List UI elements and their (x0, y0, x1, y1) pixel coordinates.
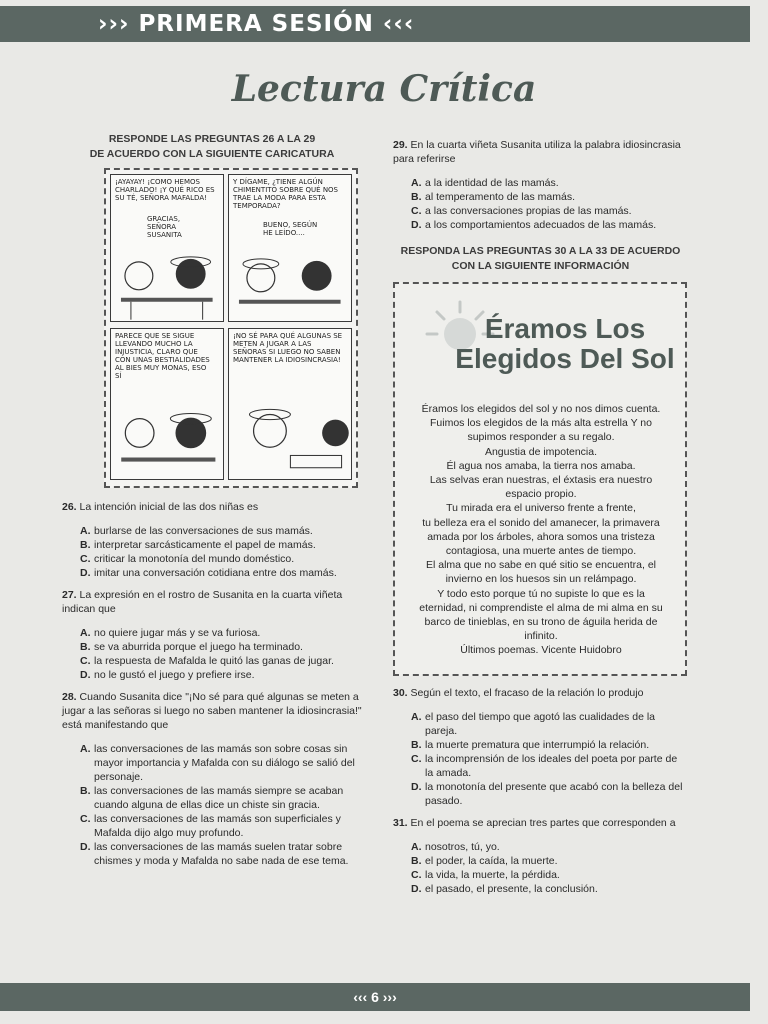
option-letter: C. (80, 655, 91, 667)
comic-drawing (229, 236, 351, 321)
option-c[interactable] (393, 868, 688, 882)
option-text: la incomprensión de los ideales del poeta por parte de la amada. (425, 753, 678, 779)
option-text: imitar una conversación cotidiana entre dos mamás. (94, 567, 337, 579)
page-number: ‹‹‹ 6 ››› (353, 989, 397, 1005)
comic-drawing (229, 392, 352, 479)
poem-line: supimos responder a su regalo. (467, 431, 615, 444)
question-number: 29. (393, 139, 408, 151)
question-28 (62, 690, 362, 868)
question-number: 28. (62, 691, 77, 703)
question-31 (393, 816, 688, 896)
option-text: el paso del tiempo que agotó las cualidades de la pareja. (425, 711, 655, 737)
option-b[interactable] (393, 738, 688, 752)
option-letter: D. (80, 567, 91, 579)
page-title: Lectura Crítica (231, 68, 537, 110)
instructions-line-1: RESPONDE LAS PREGUNTAS 26 A LA 29 (108, 133, 316, 145)
option-text: las conversaciones de las mamás son superficiales y Mafalda dijo algo muy profundo. (94, 813, 341, 839)
poem-line: contagiosa, una muerte antes de tiempo. (445, 545, 637, 558)
question-number: 31. (393, 817, 408, 829)
option-b[interactable] (393, 190, 688, 204)
option-text: interpretar sarcásticamente el papel de mamás. (94, 539, 316, 551)
question-stem: La intención inicial de las dos niñas es (79, 501, 259, 513)
instructions-line-2: DE ACUERDO CON LA SIGUIENTE CARICATURA (89, 148, 335, 160)
poem-line: Angustia de impotencia. (484, 445, 598, 458)
poem-line: Éramos los elegidos del sol y no nos dimos cuenta. (421, 403, 661, 415)
option-text: la vida, la muerte, la pérdida. (425, 869, 560, 881)
option-letter: C. (80, 553, 91, 565)
session-header (0, 6, 750, 42)
option-letter: B. (80, 785, 91, 797)
poem-line: Tu mirada era el universo frente a frente, (446, 502, 636, 515)
comic-panel-1 (110, 174, 224, 322)
question-26 (62, 500, 362, 580)
poem-title-line-2: Elegidos Del Sol (455, 343, 675, 374)
question-stem: En la cuarta viñeta Susanita utiliza la palabra idiosincrasia para referirse (393, 139, 681, 165)
right-column (393, 138, 688, 904)
option-a[interactable] (393, 840, 688, 854)
instructions-line-1: RESPONDA LAS PREGUNTAS 30 A LA 33 DE ACUERDO (400, 245, 681, 257)
comic-instructions (62, 132, 362, 162)
question-number: 26. (62, 501, 77, 513)
poem-line: amada por los árboles, ahora somos una tristeza (427, 530, 655, 543)
option-letter: A. (80, 525, 91, 537)
poem-line: Últimos poemas. Vicente Huidobro (460, 644, 622, 657)
question-27 (62, 588, 362, 682)
option-c[interactable] (393, 752, 688, 780)
speech-bubble: Y DÍGAME, ¿TIENE ALGÚN CHIMENTITO SOBRE QUÉ NOS TRAE LA MODA PARA ESTA TEMPORADA? (233, 178, 339, 210)
poem-line: Y todo esto porque tú no supiste lo que es la (437, 587, 645, 600)
option-text: a los comportamientos adecuados de las mamás. (425, 219, 657, 231)
option-c[interactable] (62, 812, 362, 840)
option-text: no le gustó el juego y prefiere irse. (94, 669, 255, 681)
option-d[interactable] (62, 668, 362, 682)
option-b[interactable] (393, 854, 688, 868)
session-title: ››› PRIMERA SESIÓN ‹‹‹ (98, 11, 415, 37)
comic-drawing (111, 392, 224, 479)
option-c[interactable] (62, 654, 362, 668)
option-letter: C. (411, 753, 422, 765)
option-text: se va aburrida porque el juego ha terminado. (94, 641, 303, 653)
option-b[interactable] (62, 538, 362, 552)
option-letter: D. (411, 219, 422, 231)
option-b[interactable] (62, 640, 362, 654)
option-text: la monotonía del presente que acabó con la belleza del pasado. (425, 781, 683, 807)
option-text: nosotros, tú, yo. (425, 841, 500, 853)
option-d[interactable] (62, 566, 362, 580)
question-stem: Según el texto, el fracaso de la relación lo produjo (410, 687, 644, 699)
poem-title-line-1: Éramos Los (484, 313, 646, 344)
poem-text (401, 402, 681, 658)
poem-title (455, 314, 675, 374)
option-text: el pasado, el presente, la conclusión. (425, 883, 598, 895)
option-letter: D. (411, 883, 422, 895)
poem-line: El alma que no sabe en qué sitio se encuentra, el (426, 559, 656, 572)
poem-line: barco de tinieblas, en su trono de águila herida de (424, 616, 658, 629)
instructions-line-2: CON LA SIGUIENTE INFORMACIÓN (451, 260, 630, 272)
option-letter: D. (80, 669, 91, 681)
poem-line: invierno en los huesos sin un relámpago. (445, 573, 637, 586)
question-30 (393, 686, 688, 808)
option-text: las conversaciones de las mamás suelen tratar sobre chismes y moda y Mafalda no sabe nada de ese tema. (94, 841, 349, 867)
comic-panel-2 (228, 174, 352, 322)
question-stem: Cuando Susanita dice "¡No sé para qué algunas se meten a jugar a las señoras si luego no saben mantener la idiosincrasia!" está manifestando que (62, 691, 362, 731)
option-letter: B. (411, 855, 422, 867)
option-d[interactable] (393, 780, 688, 808)
option-letter: B. (411, 739, 422, 751)
poem-line: Él agua nos amaba, la tierra nos amaba. (446, 459, 636, 472)
option-a[interactable] (393, 176, 688, 190)
page-footer (0, 983, 750, 1011)
option-text: a la identidad de las mamás. (425, 177, 559, 189)
option-b[interactable] (62, 784, 362, 812)
option-letter: B. (80, 641, 91, 653)
option-letter: C. (411, 205, 422, 217)
option-c[interactable] (62, 552, 362, 566)
option-text: la respuesta de Mafalda le quitó las ganas de jugar. (94, 655, 334, 667)
poem-line: infinito. (524, 630, 558, 643)
option-letter: A. (411, 711, 422, 723)
question-29 (393, 138, 688, 232)
poem-line: Fuimos los elegidos de la más alta estrella Y no (430, 417, 652, 430)
option-text: criticar la monotonía del mundo doméstico. (94, 553, 295, 565)
poem-line: Las selvas eran nuestras, el éxtasis era nuestro (429, 474, 653, 487)
option-text: las conversaciones de las mamás son sobre cosas sin mayor importancia y Mafalda con su diálogo se salió del personaje. (94, 743, 355, 783)
left-column (62, 132, 362, 876)
question-stem: La expresión en el rostro de Susanita en la cuarta viñeta indican que (62, 589, 343, 615)
option-letter: D. (80, 841, 91, 853)
speech-bubble: PARECE QUE SE SIGUE LLEVANDO MUCHO LA INJUSTICIA, CLARO QUE CON UNAS BESTIALIDADES AL BIES MUY MONAS, ESO SÍ (115, 332, 210, 380)
option-letter: C. (80, 813, 91, 825)
option-text: las conversaciones de las mamás siempre se acaban cuando alguna de ellas dice un chiste sin gracia. (94, 785, 344, 811)
option-d[interactable] (393, 882, 688, 896)
poem-instructions (393, 244, 688, 274)
option-letter: A. (80, 743, 91, 755)
speech-bubble: ¡NO SÉ PARA QUÉ ALGUNAS SE METEN A JUGAR A LAS SEÑORAS SI LUEGO NO SABEN MANTENER LA IDIOSINCRASIA! (233, 332, 343, 364)
option-c[interactable] (393, 204, 688, 218)
option-letter: B. (411, 191, 422, 203)
option-letter: A. (80, 627, 91, 639)
poem-line: eternidad, ni comprendiste el alma de mi alma en su (419, 601, 663, 614)
speech-bubble: ¡AYAYAY! ¡COMO HEMOS CHARLADO! ¡Y QUÉ RICO ES SU TÉ, SEÑORA MAFALDA! (115, 178, 215, 202)
option-a[interactable] (62, 524, 362, 538)
option-a[interactable] (62, 626, 362, 640)
option-d[interactable] (393, 218, 688, 232)
poem-line: tu belleza era el sonido del amanecer, la primavera (422, 516, 660, 529)
option-letter: D. (411, 781, 422, 793)
mafalda-comic (104, 168, 358, 488)
option-letter: B. (80, 539, 91, 551)
option-letter: A. (411, 841, 422, 853)
poem-line: espacio propio. (505, 488, 577, 501)
option-a[interactable] (62, 742, 362, 784)
comic-panel-4 (228, 328, 352, 480)
comic-panel-3 (110, 328, 224, 480)
option-text: la muerte prematura que interrumpió la relación. (425, 739, 650, 751)
option-text: el poder, la caída, la muerte. (425, 855, 558, 867)
option-letter: A. (411, 177, 422, 189)
question-stem: En el poema se aprecian tres partes que corresponden a (410, 817, 676, 829)
question-number: 30. (393, 687, 408, 699)
option-text: a las conversaciones propias de las mamás. (425, 205, 632, 217)
option-text: burlarse de las conversaciones de sus mamás. (94, 525, 313, 537)
option-text: no quiere jugar más y se va furiosa. (94, 627, 261, 639)
poem-box (393, 282, 687, 676)
option-text: al temperamento de las mamás. (425, 191, 575, 203)
speech-bubble: GRACIAS, SEÑORA SUSANITA (147, 215, 182, 239)
option-a[interactable] (393, 710, 688, 738)
comic-drawing (111, 236, 223, 321)
speech-bubble: BUENO, SEGÚN HE LEÍDO.... (263, 221, 318, 237)
option-letter: C. (411, 869, 422, 881)
option-d[interactable] (62, 840, 362, 868)
question-number: 27. (62, 589, 77, 601)
